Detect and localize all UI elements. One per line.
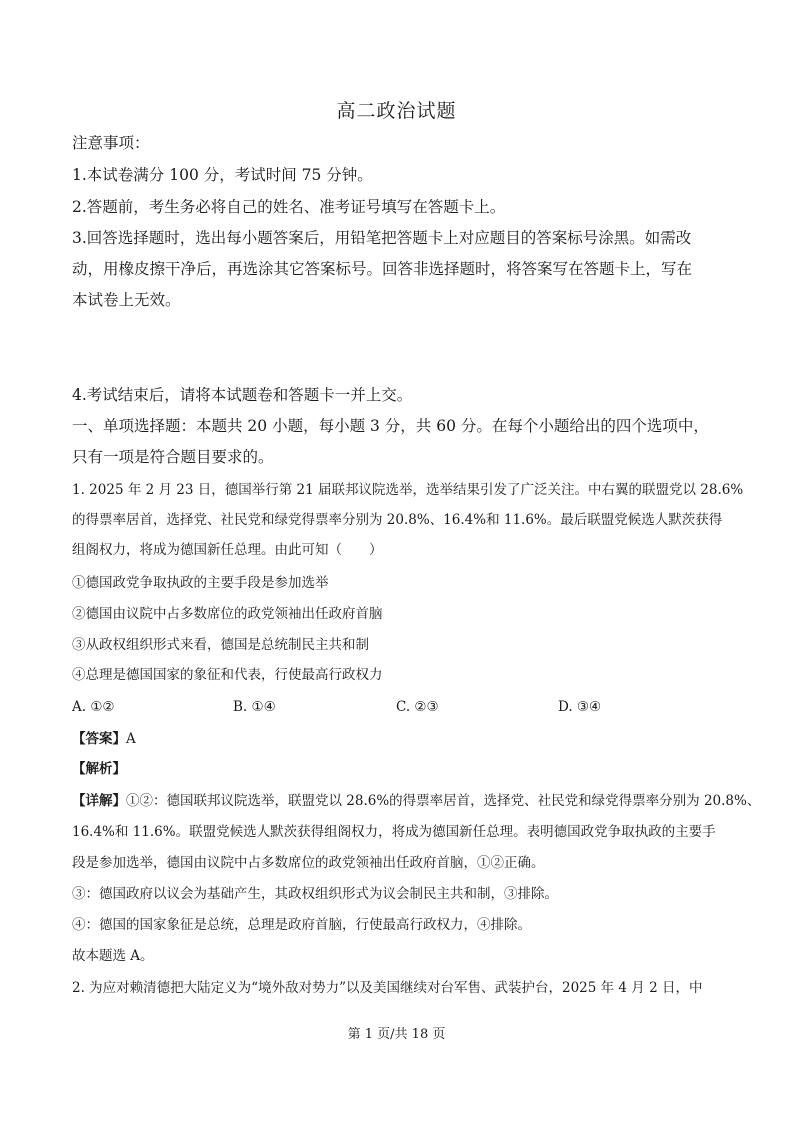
answer-value: A [126,731,136,747]
q2-stem-line-1: 2. 为应对赖清德把大陆定义为“境外敌对势力”以及美国继续对台军售、武装护台，2025 年 4 月 2 日，中 [72,980,703,996]
notice-item-3-line-1: 3.回答选择题时，选出每小题答案后，用铅笔把答题卡上对应题目的答案标号涂黑。如需改 [72,229,692,247]
document-title: 高二政治试题 [336,100,457,122]
q1-detail-line-3: 段是参加选举，德国由议院中占多数席位的政党领袖出任政府首脑，①②正确。 [72,855,545,871]
q1-option-b: B. ①④ [233,699,276,715]
page-footer: 第 1 页/共 18 页 [347,1027,446,1042]
notice-item-1: 1.本试卷满分 100 分，考试时间 75 分钟。 [72,166,373,184]
q1-analysis-label [72,759,732,779]
q1-answer [72,729,732,749]
q1-stem-line-2: 的得票率居首，选择党、社民党和绿党得票率分别为 20.8%、16.4%和 11.6%。最后联盟党候选人默茨获得 [72,512,723,528]
q1-option-c: C. ②③ [396,699,439,715]
q1-statement-3: ③从政权组织形式来看，德国是总统制民主共和制 [72,637,369,653]
q1-statement-2: ②德国由议院中占多数席位的政党领袖出任政府首脑 [72,606,383,622]
notice-heading: 注意事项： [72,134,150,152]
answer-label: 【答案】 [72,731,126,747]
q1-detail-statement-3: ③：德国政府以议会为基础产生，其政权组织形式为议会制民主共和制，③排除。 [72,886,558,902]
section-heading-line-1: 一、单项选择题：本题共 20 小题，每小题 3 分，共 60 分。在每个小题给出的四个选项中， [72,417,709,435]
q1-option-a: A. ①② [72,699,115,715]
detail-label: 【详解】 [72,793,126,809]
q1-conclusion: 故本题选 A。 [72,948,154,964]
notice-item-3-line-2: 动，用橡皮擦干净后，再选涂其它答案标号。回答非选择题时，将答案写在答题卡上，写在 [72,260,693,278]
notice-item-2: 2.答题前，考生务必将自己的姓名、准考证号填写在答题卡上。 [72,198,506,216]
q1-stem-line-3: 组阁权力，将成为德国新任总理。由此可知（ ） [72,542,383,558]
notice-item-3-line-3: 本试卷上无效。 [72,291,181,309]
analysis-label: 【解析】 [72,761,126,777]
q1-detail-line-1 [72,791,761,811]
q1-statement-1: ①德国政党争取执政的主要手段是参加选举 [72,575,329,591]
q1-detail-line-2: 16.4%和 11.6%。联盟党候选人默茨获得组阁权力，将成为德国新任总理。表明德国政党争取执政的主要手 [72,824,716,840]
q1-option-d: D. ③④ [558,699,602,715]
notice-item-4: 4.考试结束后，请将本试题卷和答题卡一并上交。 [72,386,413,404]
q1-stem-line-1: 1. 2025 年 2 月 23 日，德国举行第 21 届联邦议院选举，选举结果引发了广泛关注。中右翼的联盟党以 28.6% [72,482,744,498]
q1-detail-statement-4: ④：德国的国家象征是总统，总理是政府首脑，行使最高行政权力，④排除。 [72,917,531,933]
q1-statement-4: ④总理是德国国家的象征和代表，行使最高行政权力 [72,667,383,683]
detail-text-1: ①②：德国联邦议院选举，联盟党以 28.6%的得票率居首，选择党、社民党和绿党得票率分别为 20.8%、 [126,793,761,809]
section-heading-line-2: 只有一项是符合题目要求的。 [72,448,274,466]
